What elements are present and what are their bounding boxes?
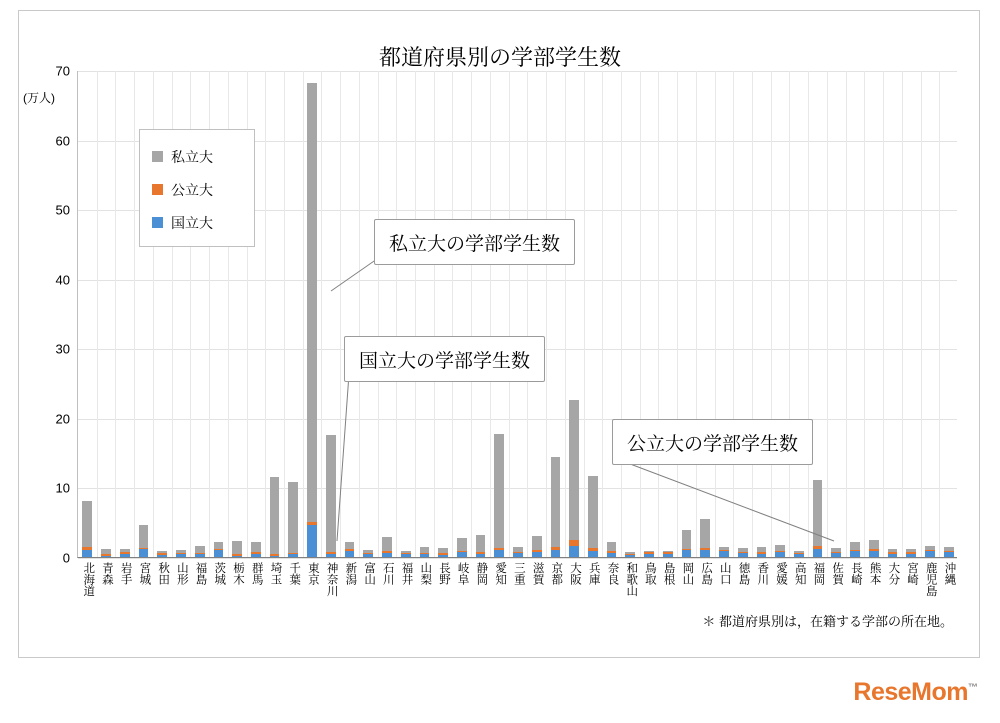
x-tick-label: 山口 [718,562,731,585]
x-tick-label: 鳥取 [643,562,656,585]
bar-segment [719,551,729,557]
bar-segment [82,550,92,557]
bar-column[interactable] [100,549,113,585]
bar-segment [588,476,598,548]
y-tick-label: 50 [55,202,70,218]
bar-segment [906,554,916,557]
bar-segment [214,542,224,549]
bar-segment [532,552,542,557]
legend-swatch-icon [152,217,163,228]
x-tick-label: 岡山 [681,562,694,585]
x-tick-label: 宮崎 [906,562,919,585]
legend-label: 公立大 [171,181,213,198]
resemom-logo [853,678,978,707]
bar-segment [569,546,579,557]
bar-segment [326,554,336,557]
x-tick-label: 広島 [700,562,713,585]
x-tick-label: 新潟 [344,562,357,585]
gridline-x [640,71,641,557]
bar-segment [232,541,242,554]
bar-segment [157,555,167,557]
bar-column[interactable] [475,535,488,585]
bar-segment [607,542,617,551]
x-tick-label: 神奈川 [325,562,338,597]
bar-column[interactable] [643,551,656,585]
bar-segment [494,434,504,548]
x-tick-label: 愛知 [494,562,507,585]
bar-segment [850,542,860,550]
logo-text: ReseMom [853,678,968,706]
bar-segment [850,551,860,557]
gridline-x [359,71,360,557]
bar-segment [607,553,617,557]
gridline-x [321,71,322,557]
gridline-x [452,71,453,557]
x-tick-label: 沖縄 [943,562,956,585]
bar-segment [420,554,430,557]
gridline-x [771,71,772,557]
gridline-x [658,71,659,557]
x-tick-label: 富山 [363,562,376,585]
bar-segment [738,553,748,557]
x-tick-label: 愛媛 [774,562,787,585]
bar-column[interactable] [793,551,806,585]
x-tick-label: 大分 [887,562,900,585]
gridline-x [434,71,435,557]
bar-segment [869,551,879,557]
bar-column[interactable] [849,542,862,585]
bar-column[interactable] [606,542,619,585]
bar-segment [288,554,298,557]
bar-column[interactable] [175,550,188,585]
callout-shiritsu: 私立大の学部学生数 [374,219,575,265]
legend-item[interactable] [152,206,254,239]
bar-segment [195,554,205,557]
bar-segment [214,550,224,557]
bar-column[interactable] [924,546,937,597]
bar-segment [813,480,823,545]
x-tick-label: 石川 [381,562,394,585]
bar-segment [139,525,149,548]
x-tick-label: 東京 [306,562,319,585]
bar-column[interactable] [587,476,600,585]
bar-column[interactable] [231,541,244,585]
x-tick-label: 兵庫 [587,562,600,585]
gridline-x [602,71,603,557]
x-tick-label: 京都 [550,562,563,585]
y-tick-label: 0 [62,550,70,566]
bar-segment [757,554,767,557]
bar-segment [888,554,898,557]
bar-column[interactable] [868,540,881,585]
y-axis-unit-label: (万人) [23,91,55,105]
x-tick-label: 和歌山 [625,562,638,597]
x-tick-label: 大阪 [569,562,582,585]
bar-column[interactable] [906,549,919,585]
chart-frame [18,10,980,658]
bar-segment [644,554,654,557]
bar-segment [551,550,561,557]
bar-column[interactable] [512,547,525,585]
y-tick-label: 70 [55,63,70,79]
bar-segment [569,400,579,540]
x-tick-label: 青森 [100,562,113,585]
x-tick-label: 埼玉 [269,562,282,585]
bar-segment [270,556,280,557]
bar-column[interactable] [718,547,731,585]
bar-column[interactable] [250,542,263,585]
gridline-x [621,71,622,557]
bar-segment [251,542,261,552]
bar-segment [326,435,336,553]
y-tick-label: 20 [55,411,70,427]
bar-column[interactable] [344,542,357,585]
bar-segment [345,551,355,557]
y-tick-label: 30 [55,341,70,357]
bar-segment [288,482,298,553]
bar-column[interactable] [662,551,675,585]
bar-column[interactable] [774,545,787,585]
bar-segment [82,501,92,547]
gridline-x [696,71,697,557]
x-tick-label: 香川 [756,562,769,585]
bar-column[interactable] [531,536,544,585]
x-tick-label: 宮城 [138,562,151,585]
bar-segment [532,536,542,550]
gridline-x [677,71,678,557]
x-tick-label: 千葉 [288,562,301,585]
bar-segment [625,555,635,557]
bar-column[interactable] [569,400,582,585]
gridline-x [284,71,285,557]
gridline-x [97,71,98,557]
x-tick-label: 岐阜 [456,562,469,585]
legend-swatch-icon [152,184,163,195]
gridline-x [265,71,266,557]
gridline-x [415,71,416,557]
x-tick-label: 群馬 [250,562,263,585]
x-tick-label: 福井 [400,562,413,585]
gridline-x [864,71,865,557]
bar-column[interactable] [681,530,694,585]
y-tick-label: 10 [55,480,70,496]
bar-column[interactable] [494,434,507,585]
bar-segment [382,537,392,551]
gridline-x [378,71,379,557]
x-tick-label: 岩手 [119,562,132,585]
bar-segment [682,550,692,557]
bar-column[interactable] [737,548,750,585]
x-tick-label: 静岡 [475,562,488,585]
gridline-x [584,71,585,557]
legend-label: 私立大 [171,148,213,165]
bar-column[interactable] [306,83,319,585]
bar-column[interactable] [82,501,95,597]
bar-column[interactable] [400,551,413,585]
y-tick-label: 40 [55,272,70,288]
legend-item[interactable] [152,173,254,206]
x-tick-label: 山梨 [419,562,432,585]
bar-column[interactable] [138,525,151,585]
gridline-x [509,71,510,557]
bar-segment [195,546,205,553]
bar-segment [382,553,392,557]
x-tick-label: 滋賀 [531,562,544,585]
bar-segment [270,477,280,555]
bar-segment [139,549,149,557]
callout-kokuritsu: 国立大の学部学生数 [344,336,545,382]
legend-label: 国立大 [171,214,213,231]
bar-column[interactable] [456,538,469,585]
gridline-x [902,71,903,557]
gridline-x [715,71,716,557]
bar-column[interactable] [325,435,338,597]
bar-segment [438,555,448,557]
bar-segment [251,554,261,557]
x-tick-label: 三重 [512,562,525,585]
gridline-x [883,71,884,557]
bar-column[interactable] [288,482,301,585]
gridline-y-0 [78,558,957,559]
gridline-x [846,71,847,557]
legend-item[interactable] [152,140,254,173]
x-tick-label: 熊本 [868,562,881,585]
bar-segment [232,556,242,557]
bar-segment [944,552,954,557]
bar-column[interactable] [363,550,376,585]
chart-footnote: ＊ 都道府県別は，在籍する学部の所在地。 [702,614,953,629]
bar-segment [307,525,317,557]
bar-segment [494,550,504,557]
gridline-x [303,71,304,557]
bar-column[interactable] [119,549,132,585]
bar-segment [457,552,467,557]
bar-column[interactable] [943,547,956,585]
gridline-x [789,71,790,557]
bar-segment [775,552,785,557]
x-tick-label: 鹿児島 [924,562,937,597]
bar-column[interactable] [887,549,900,585]
gridline-x [921,71,922,557]
bar-segment [120,554,130,557]
x-tick-label: 徳島 [737,562,750,585]
x-tick-label: 秋田 [157,562,170,585]
bar-column[interactable] [437,548,450,585]
x-tick-label: 北海道 [82,562,95,597]
bar-column[interactable] [625,552,638,597]
gridline-x [471,71,472,557]
x-tick-label: 山形 [175,562,188,585]
bar-segment [551,457,561,547]
gridline-x [752,71,753,557]
bar-segment [401,554,411,557]
bar-segment [513,553,523,557]
x-tick-label: 茨城 [213,562,226,585]
bar-segment [363,554,373,557]
gridline-x [827,71,828,557]
x-tick-label: 佐賀 [831,562,844,585]
x-tick-label: 栃木 [231,562,244,585]
bar-segment [831,553,841,557]
bar-column[interactable] [269,477,282,585]
bar-column[interactable] [157,551,170,585]
bar-column[interactable] [812,480,825,585]
gridline-x [396,71,397,557]
bar-segment [457,538,467,551]
bar-segment [700,550,710,557]
chart-title: 都道府県別の学部学生数 [378,45,621,70]
bar-column[interactable] [381,537,394,585]
bar-segment [476,535,486,552]
bar-segment [476,554,486,557]
bar-segment [663,554,673,557]
gridline-x [565,71,566,557]
bar-segment [813,549,823,557]
x-tick-label: 長野 [437,562,450,585]
bar-segment [588,551,598,557]
callout-koritsu: 公立大の学部学生数 [612,419,813,465]
x-tick-label: 長崎 [849,562,862,585]
bar-segment [794,554,804,557]
legend-swatch-icon [152,151,163,162]
gridline-x [134,71,135,557]
bar-column[interactable] [756,547,769,585]
bar-column[interactable] [419,547,432,585]
gridline-x [490,71,491,557]
x-tick-label: 高知 [793,562,806,585]
x-tick-label: 奈良 [606,562,619,585]
x-tick-label: 島根 [662,562,675,585]
bar-column[interactable] [213,542,226,585]
gridline-x [733,71,734,557]
bar-segment [925,551,935,557]
bar-column[interactable] [831,548,844,585]
bar-segment [345,542,355,549]
gridline-x [939,71,940,557]
gridline-x [546,71,547,557]
bar-segment [307,83,317,523]
x-tick-label: 福岡 [812,562,825,585]
bar-column[interactable] [194,546,207,585]
logo-trademark: ™ [968,682,978,694]
x-tick-label: 福島 [194,562,207,585]
bar-segment [176,554,186,557]
bar-segment [869,540,879,550]
bar-segment [700,519,710,548]
gridline-x [808,71,809,557]
gridline-x [115,71,116,557]
y-tick-label: 60 [55,133,70,149]
gridline-x [527,71,528,557]
chart-legend [139,129,255,247]
bar-column[interactable] [550,457,563,585]
bar-segment [101,556,111,557]
bar-segment [682,530,692,549]
gridline-x [340,71,341,557]
bar-column[interactable] [700,519,713,585]
